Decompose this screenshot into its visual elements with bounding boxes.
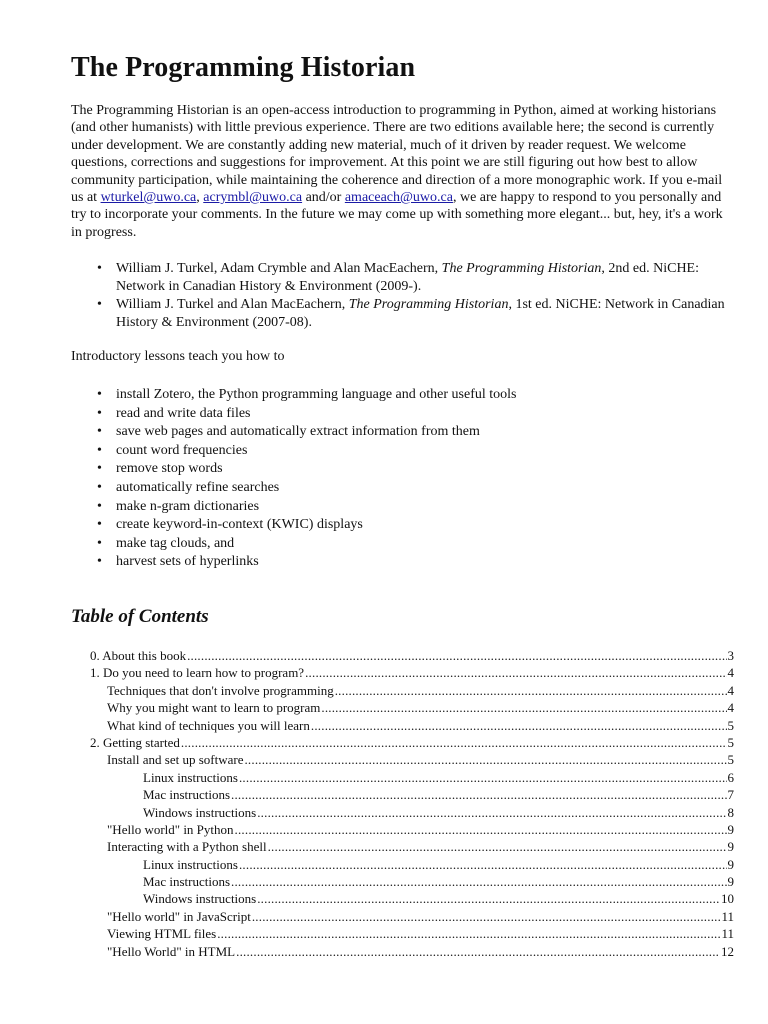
toc-entry-label: Linux instructions: [143, 769, 238, 785]
toc-entry-page: 12: [721, 943, 734, 959]
toc-entry[interactable]: [0, 647, 734, 664]
toc-entry-label: "Hello world" in JavaScript: [107, 908, 251, 924]
toc-entry-label: 0. About this book: [90, 648, 187, 663]
toc-leader-dots: [235, 821, 727, 838]
toc-entry[interactable]: [0, 856, 734, 873]
toc-entry[interactable]: [0, 890, 734, 907]
toc-entry-page: 10: [721, 891, 734, 907]
intro-paragraph: [71, 102, 731, 241]
toc-leader-dots: [236, 943, 720, 960]
toc-entry-label: Windows instructions: [143, 804, 257, 820]
toc-entry[interactable]: [0, 734, 734, 751]
toc-entry[interactable]: [0, 699, 734, 716]
toc-entry-page: 9: [727, 874, 734, 890]
email-link-wturkel[interactable]: wturkel@uwo.ca: [100, 190, 197, 206]
toc-leader-dots: [252, 908, 721, 925]
toc-leader-dots: [231, 786, 726, 803]
editions-list: [116, 260, 726, 332]
toc-entry[interactable]: [0, 908, 734, 925]
toc-entry[interactable]: [0, 925, 734, 942]
toc-entry[interactable]: [0, 769, 734, 786]
email-link-acrymbl[interactable]: acrymbl@uwo.ca: [203, 190, 303, 206]
lesson-item: • make tag clouds, and: [116, 535, 716, 554]
toc-entry-page: 4: [727, 665, 734, 681]
toc-entry-label: Install and set up software: [107, 752, 244, 768]
intro-text-before: The Programming Historian is an open-access introduction to programming in Python, aimed at working historians (and other humanists) with little previous experience. There are two editions available here; the second is currently under development. We are constantly adding new material, much of it driven by reader request. We welcome questions, corrections and suggestions for improvement. At this point we are still figuring out how best to allow community participation, while maintaining the coherence and direction of a more monographic work. If you e-mail us at: [71, 103, 723, 206]
toc-entry[interactable]: [0, 786, 734, 803]
toc-leader-dots: [257, 890, 720, 907]
toc-leader-dots: [244, 751, 726, 768]
edition-authors: William J. Turkel, Adam Crymble and Alan MacEachern,: [116, 261, 442, 276]
toc-leader-dots: [305, 664, 726, 681]
toc-leader-dots: [321, 699, 726, 716]
toc-leader-dots: [217, 925, 720, 942]
toc-entry-page: 5: [727, 717, 734, 733]
edition-item: [116, 296, 726, 332]
lessons-intro: Introductory lessons teach you how to: [71, 349, 285, 364]
toc-leader-dots: [257, 804, 726, 821]
lesson-item: • install Zotero, the Python programming language and other useful tools: [116, 386, 716, 405]
toc-leader-dots: [231, 873, 726, 890]
toc-leader-dots: [311, 717, 727, 734]
lesson-item: • remove stop words: [116, 460, 716, 479]
page-title: The Programming Historian: [71, 52, 416, 83]
toc-leader-dots: [268, 838, 727, 855]
toc-entry-page: 5: [727, 752, 734, 768]
toc-entry-label: "Hello World" in HTML: [107, 943, 236, 959]
toc-entry-page: 8: [727, 804, 734, 820]
lesson-item: • save web pages and automatically extract information from them: [116, 423, 716, 442]
toc-entry[interactable]: [0, 943, 734, 960]
toc-entry-label: 1. Do you need to learn how to program?: [90, 665, 305, 681]
toc-leader-dots: [335, 682, 727, 699]
toc-entry-page: 4: [727, 682, 734, 698]
lessons-list: [116, 386, 716, 572]
lesson-item: • harvest sets of hyperlinks: [116, 553, 716, 572]
lesson-item: • count word frequencies: [116, 442, 716, 461]
toc-entry-page: 5: [727, 734, 734, 750]
email-link-amaceach[interactable]: amaceach@uwo.ca: [344, 190, 453, 206]
toc-entry[interactable]: [0, 751, 734, 768]
intro-text-after: , we are happy to respond to you personally and try to incorporate your comments. In the future we may come up with something more elegant... but, hey, it's a work in progress.: [71, 190, 723, 240]
edition-work-title: The Programming Historian: [441, 261, 602, 276]
lesson-item: • read and write data files: [116, 405, 716, 424]
toc-entry[interactable]: [0, 664, 734, 681]
toc-entry-page: 7: [727, 787, 734, 803]
toc-entry-label: Why you might want to learn to program: [107, 700, 321, 716]
toc-entry[interactable]: [0, 821, 734, 838]
toc-entry-label: Windows instructions: [143, 891, 257, 907]
toc-entry-label: Interacting with a Python shell: [107, 839, 267, 855]
toc-entry-label: Techniques that don't involve programming: [107, 682, 334, 698]
toc-entry-page: 3: [727, 648, 734, 663]
toc-entry-page: 9: [727, 839, 734, 855]
edition-work-title: The Programming Historian: [348, 297, 509, 312]
edition-item: [116, 260, 726, 296]
toc-heading: Table of Contents: [71, 606, 209, 627]
toc-entry-label: Viewing HTML files: [107, 926, 217, 942]
toc-leader-dots: [187, 647, 726, 664]
toc-entry[interactable]: [0, 873, 734, 890]
toc-entry-page: 11: [721, 926, 734, 942]
lesson-item: • create keyword-in-context (KWIC) displays: [116, 516, 716, 535]
toc-entry[interactable]: [0, 682, 734, 699]
toc-entry[interactable]: [0, 804, 734, 821]
toc-entry-page: 6: [727, 769, 734, 785]
toc-entry-label: What kind of techniques you will learn: [107, 717, 310, 733]
toc-leader-dots: [181, 734, 727, 751]
toc-entry-label: Linux instructions: [143, 856, 238, 872]
toc-entry-label: Mac instructions: [143, 874, 231, 890]
toc-entry-page: 11: [721, 908, 734, 924]
edition-details: , 1st ed. NiCHE: Network in Canadian History & Environment (2007-08).: [116, 297, 725, 330]
toc-leader-dots: [239, 856, 727, 873]
intro-separator-1: ,: [196, 190, 204, 206]
toc-entry-label: 2. Getting started: [90, 734, 180, 750]
table-of-contents: [0, 647, 768, 960]
toc-entry-page: 9: [727, 856, 734, 872]
toc-entry[interactable]: [0, 838, 734, 855]
lesson-item: • automatically refine searches: [116, 479, 716, 498]
toc-entry-label: "Hello world" in Python: [107, 821, 234, 837]
toc-entry-page: 4: [727, 700, 734, 716]
toc-entry-label: Mac instructions: [143, 787, 231, 803]
edition-authors: William J. Turkel and Alan MacEachern,: [116, 297, 349, 312]
intro-separator-2: and/or: [302, 190, 345, 206]
toc-entry-page: 9: [727, 821, 734, 837]
toc-entry[interactable]: [0, 717, 734, 734]
toc-leader-dots: [239, 769, 727, 786]
edition-details: , 2nd ed. NiCHE: Network in Canadian History & Environment (2009-).: [116, 261, 699, 294]
lesson-item: • make n-gram dictionaries: [116, 498, 716, 517]
